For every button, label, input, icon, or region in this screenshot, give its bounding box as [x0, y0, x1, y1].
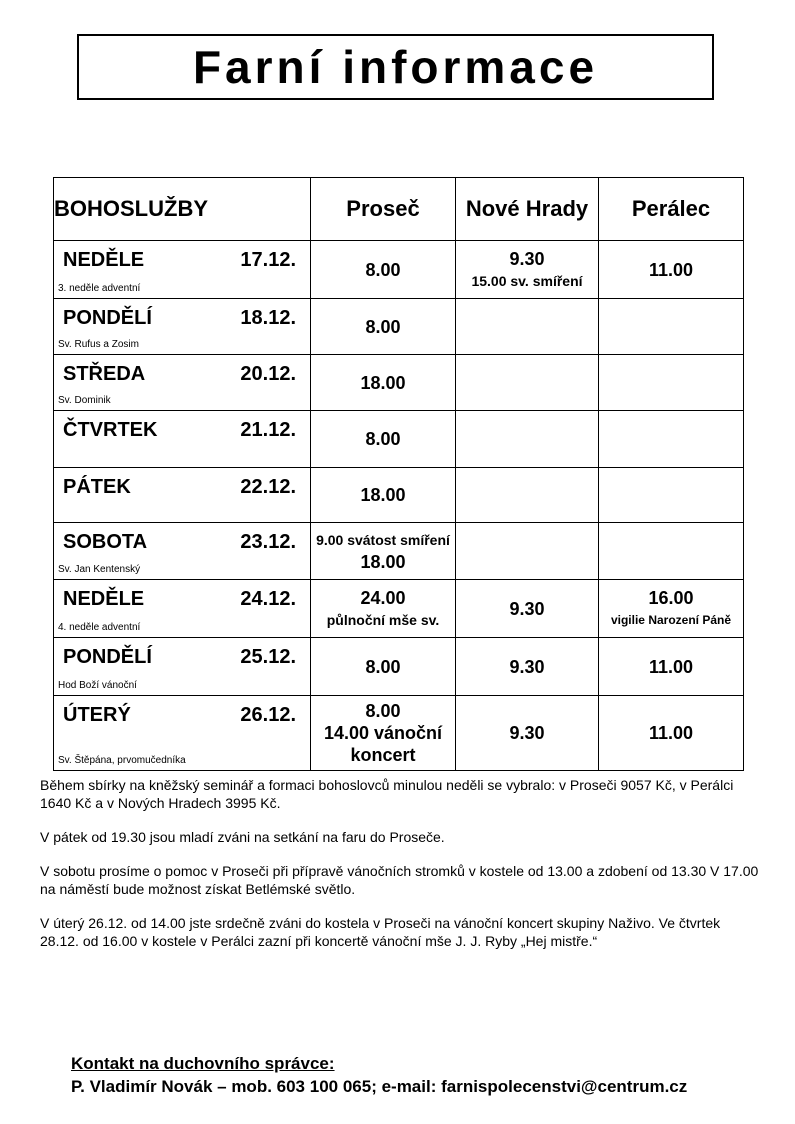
time-entry: vigilie Narození Páně	[610, 612, 732, 627]
time-cell-nove-hrady	[456, 638, 599, 696]
day-note: Hod Boží vánoční	[58, 680, 137, 691]
time-cell-prosec	[311, 355, 456, 411]
table-header-row	[54, 178, 744, 241]
time-entry: 11.00	[648, 259, 694, 280]
day-name: PONDĚLÍ	[63, 307, 152, 329]
time-entry: 14.00 vánoční	[323, 723, 443, 743]
day-name: ÚTERÝ	[63, 704, 131, 726]
notes	[40, 776, 760, 966]
day-name: SOBOTA	[63, 531, 148, 553]
time-cell-prosec	[311, 241, 456, 299]
table-row	[54, 580, 744, 638]
time-entry: 15.00 sv. smíření	[471, 272, 583, 289]
schedule-table	[53, 177, 744, 771]
table-row	[54, 299, 744, 355]
time-cell-peralec	[599, 696, 744, 771]
day-note: Sv. Rufus a Zosim	[58, 339, 139, 350]
time-cell-peralec	[599, 580, 744, 638]
note-paragraph: Během sbírky na kněžský seminář a formaci bohoslovců minulou neděli se vybralo: v Proseči 9057 Kč, v Perálci 1640 Kč a v Nových Hradech 3995 Kč.	[40, 777, 734, 811]
time-entry: 18.00	[360, 552, 406, 572]
note-paragraph: V sobotu prosíme o pomoc v Proseči při přípravě vánočních stromků v kostele od 13.00 a zdobení od 13.30 V 17.00 na náměstí bude možnost získat Betlémské světlo.	[40, 863, 759, 897]
time-entry: koncert	[350, 745, 416, 765]
day-note: Sv. Jan Kentenský	[58, 564, 141, 575]
table-row	[54, 696, 744, 771]
time-cell-nove-hrady	[456, 411, 599, 468]
time-cell-prosec	[311, 580, 456, 638]
page-title: Farní informace	[192, 41, 599, 93]
day-name: STŘEDA	[63, 363, 146, 385]
header-services: BOHOSLUŽBY	[54, 178, 311, 241]
title-box	[77, 34, 714, 100]
day-cell	[54, 580, 311, 638]
time-cell-nove-hrady	[456, 355, 599, 411]
time-cell-peralec	[599, 468, 744, 523]
time-entry: 9.00 svátost smíření	[316, 532, 450, 548]
day-note: 3. neděle adventní	[58, 283, 141, 294]
contact-block	[71, 1052, 687, 1098]
table-row	[54, 411, 744, 468]
time-cell-peralec	[599, 241, 744, 299]
time-entry: 9.30	[509, 723, 545, 743]
contact-line: P. Vladimír Novák – mob. 603 100 065; e-mail: farnispolecenstvi@centrum.cz	[71, 1077, 688, 1096]
time-entry: 9.30	[509, 248, 545, 269]
time-cell-nove-hrady	[456, 468, 599, 523]
time-cell-peralec	[599, 299, 744, 355]
day-date: 18.12.	[240, 307, 296, 329]
table-row	[54, 241, 744, 299]
time-cell-prosec	[311, 696, 456, 771]
time-entry: 8.00	[365, 259, 401, 280]
time-cell-prosec	[311, 638, 456, 696]
time-entry: 8.00	[365, 701, 401, 721]
time-cell-peralec	[599, 638, 744, 696]
time-entry: 8.00	[365, 316, 401, 337]
day-cell	[54, 468, 311, 523]
day-note: 4. neděle adventní	[58, 622, 141, 633]
time-entry: půlnoční mše sv.	[326, 611, 440, 628]
day-cell	[54, 241, 311, 299]
time-entry: 18.00	[360, 485, 406, 505]
day-date: 26.12.	[240, 704, 296, 726]
time-entry: 8.00	[365, 429, 401, 449]
time-cell-nove-hrady	[456, 523, 599, 580]
day-cell	[54, 523, 311, 580]
time-cell-peralec	[599, 411, 744, 468]
day-date: 22.12.	[240, 476, 296, 498]
time-entry: 8.00	[365, 656, 401, 677]
day-note: Sv. Dominik	[58, 395, 111, 406]
time-cell-nove-hrady	[456, 241, 599, 299]
day-cell	[54, 355, 311, 411]
day-date: 21.12.	[240, 419, 296, 441]
contact-title: Kontakt na duchovního správce:	[71, 1054, 335, 1073]
table-row	[54, 468, 744, 523]
time-cell-prosec	[311, 468, 456, 523]
day-name: PONDĚLÍ	[63, 646, 152, 668]
time-entry: 9.30	[509, 656, 545, 677]
day-date: 23.12.	[240, 531, 296, 553]
time-cell-nove-hrady	[456, 299, 599, 355]
time-cell-prosec	[311, 523, 456, 580]
table-row	[54, 638, 744, 696]
note-paragraph: V úterý 26.12. od 14.00 jste srdečně zváni do kostela v Proseči na vánoční koncert skupiny Naživo. Ve čtvrtek 28.12. od 16.00 v kostele v Perálci zazní při koncertě vánoční mše J. J. Ryby „Hej mistře.“	[40, 915, 721, 949]
time-entry: 9.30	[509, 598, 545, 619]
time-entry: 11.00	[648, 656, 694, 677]
table-row	[54, 355, 744, 411]
header-nove-hrady: Nové Hrady	[456, 178, 599, 241]
day-name: NEDĚLE	[63, 588, 145, 610]
day-date: 25.12.	[240, 646, 296, 668]
day-date: 20.12.	[240, 363, 296, 385]
time-cell-prosec	[311, 299, 456, 355]
day-cell	[54, 696, 311, 771]
day-cell	[54, 299, 311, 355]
day-date: 24.12.	[240, 588, 296, 610]
time-entry: 24.00	[360, 587, 406, 608]
time-entry: 11.00	[648, 723, 694, 743]
day-note: Sv. Štěpána, prvomučedníka	[58, 755, 186, 766]
header-peralec: Perálec	[599, 178, 744, 241]
time-cell-prosec	[311, 411, 456, 468]
time-entry: 16.00	[648, 587, 694, 608]
day-cell	[54, 638, 311, 696]
day-name: NEDĚLE	[63, 249, 145, 271]
day-date: 17.12.	[240, 249, 296, 271]
day-cell	[54, 411, 311, 468]
time-entry: 18.00	[360, 372, 406, 393]
time-cell-nove-hrady	[456, 580, 599, 638]
header-prosec: Proseč	[311, 178, 456, 241]
table-row	[54, 523, 744, 580]
day-name: ČTVRTEK	[63, 419, 158, 441]
time-cell-peralec	[599, 355, 744, 411]
time-cell-peralec	[599, 523, 744, 580]
time-cell-nove-hrady	[456, 696, 599, 771]
note-paragraph: V pátek od 19.30 jsou mladí zváni na setkání na faru do Proseče.	[40, 829, 445, 845]
day-name: PÁTEK	[63, 476, 131, 498]
